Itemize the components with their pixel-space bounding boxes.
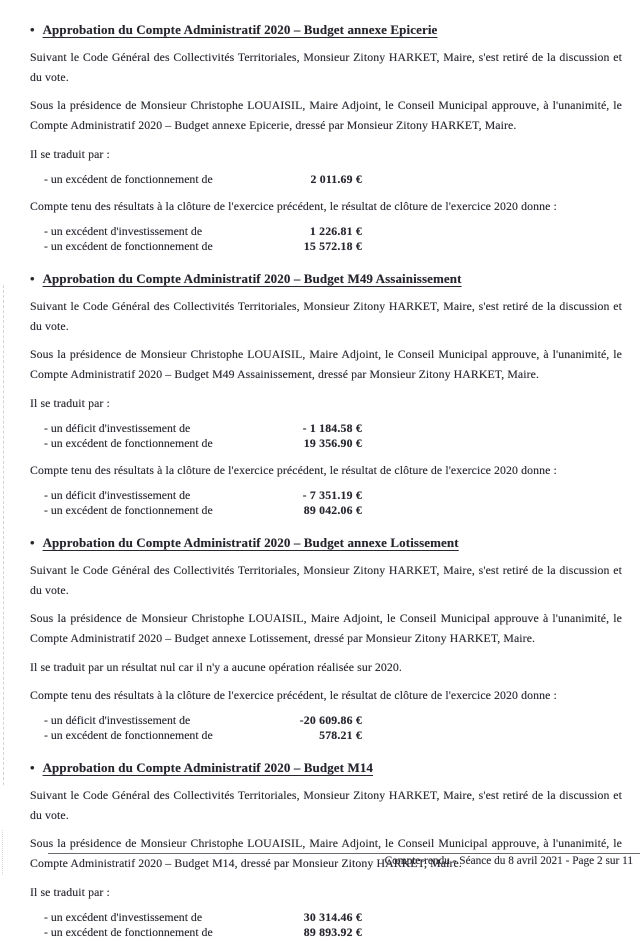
closure-list bbox=[44, 488, 622, 519]
page-footer bbox=[0, 853, 640, 870]
section-budget-m49 bbox=[30, 269, 622, 519]
bullet-icon: • bbox=[30, 22, 35, 37]
amount-label: - un excédent de fonctionnement de bbox=[44, 503, 213, 517]
amount-row bbox=[44, 910, 622, 926]
section-budget-epicerie bbox=[30, 20, 622, 255]
result-list bbox=[44, 421, 622, 452]
footer-text: Compte-rendu - Séance du 8 avril 2021 - Page 2 sur 11 bbox=[384, 855, 633, 867]
amount-row bbox=[44, 713, 622, 729]
amount-label: - un excédent de fonctionnement de bbox=[44, 925, 213, 939]
amount-value: -20 609.86 € bbox=[299, 712, 362, 727]
paragraph-presidence: Sous la présidence de Monsieur Christophe LOUAISIL, Maire Adjoint, le Conseil Municipal approuve à l'unanimité, le Compte Administratif 2020 – Budget annexe Lotissement, dressé par Monsieur Zitony HARKET, Maire. bbox=[30, 610, 622, 645]
closure-list bbox=[44, 224, 622, 255]
amount-label: - un déficit d'investissement de bbox=[44, 487, 191, 502]
amount-value: 30 314.46 € bbox=[303, 909, 362, 924]
amount-value: 2 011.69 € bbox=[310, 172, 362, 186]
amount-value: 89 893.92 € bbox=[303, 925, 362, 939]
paragraph-traduit: Il se traduit par : bbox=[30, 395, 110, 410]
paragraph-code-general: Suivant le Code Général des Collectivités Territoriales, Monsieur Zitony HARKET, Maire, s'est retiré de la discussion et du vote. bbox=[30, 562, 622, 597]
amount-value: 15 572.18 € bbox=[303, 239, 362, 253]
section-heading: Approbation du Compte Administratif 2020 – Budget M49 Assainissement bbox=[42, 270, 462, 286]
paragraph-presidence: Sous la présidence de Monsieur Christophe LOUAISIL, Maire Adjoint, le Conseil Municipal approuve, à l'unanimité, le Compte Administratif 2020 – Budget M49 Assainissement, dressé par Monsieur Zitony HARKET, Maire. bbox=[30, 346, 622, 381]
amount-row bbox=[44, 925, 622, 941]
amount-row bbox=[44, 421, 622, 437]
section-budget-m14 bbox=[30, 758, 622, 941]
bullet-icon: • bbox=[30, 270, 35, 286]
amount-label: - un excédent d'investissement de bbox=[44, 909, 203, 924]
amount-row bbox=[44, 172, 622, 188]
amount-label: - un excédent de fonctionnement de bbox=[44, 728, 213, 742]
amount-label: - un excédent de fonctionnement de bbox=[44, 436, 213, 450]
amount-row bbox=[44, 503, 622, 519]
section-heading: Approbation du Compte Administratif 2020 – Budget M14 bbox=[42, 759, 374, 775]
amount-row bbox=[44, 488, 622, 504]
amount-value: 1 226.81 € bbox=[309, 223, 362, 238]
amount-value: - 1 184.58 € bbox=[302, 420, 362, 435]
paragraph-closure: Compte tenu des résultats à la clôture de l'exercice précédent, le résultat de clôture de l'exercice 2020 donne : bbox=[30, 198, 557, 213]
paragraph-code-general: Suivant le Code Général des Collectivités Territoriales, Monsieur Zitony HARKET, Maire, s'est retiré de la discussion et du vote. bbox=[30, 787, 622, 822]
bullet-icon: • bbox=[30, 534, 35, 550]
amount-label: - un déficit d'investissement de bbox=[44, 420, 191, 435]
paragraph-closure: Compte tenu des résultats à la clôture de l'exercice précédent, le résultat de clôture de l'exercice 2020 donne : bbox=[30, 462, 557, 477]
amount-value: 578.21 € bbox=[319, 728, 362, 742]
closure-list bbox=[44, 713, 622, 744]
paragraph-traduit: Il se traduit par : bbox=[30, 884, 110, 899]
amount-label: - un excédent de fonctionnement de bbox=[44, 239, 213, 253]
section-heading-row bbox=[30, 20, 622, 39]
paragraph-closure: Compte tenu des résultats à la clôture de l'exercice précédent, le résultat de clôture de l'exercice 2020 donne : bbox=[30, 687, 557, 702]
bullet-icon: • bbox=[30, 759, 35, 775]
scan-artifact-line bbox=[3, 285, 4, 785]
section-heading-row bbox=[30, 269, 622, 288]
amount-value: 19 356.90 € bbox=[303, 436, 362, 450]
paragraph-traduit: Il se traduit par un résultat nul car il n'y a aucune opération réalisée sur 2020. bbox=[30, 659, 402, 674]
amount-value: - 7 351.19 € bbox=[302, 487, 362, 502]
amount-row bbox=[44, 224, 622, 240]
paragraph-presidence: Sous la présidence de Monsieur Christophe LOUAISIL, Maire Adjoint, le Conseil Municipal approuve, à l'unanimité, le Compte Administratif 2020 – Budget M14, dressé par Monsieur Zitony HARKET, Maire. bbox=[30, 835, 622, 870]
paragraph-presidence: Sous la présidence de Monsieur Christophe LOUAISIL, Maire Adjoint, le Conseil Municipal approuve, à l'unanimité, le Compte Administratif 2020 – Budget annexe Epicerie, dressé par Monsieur Zitony HARKET, Maire. bbox=[30, 98, 622, 132]
paragraph-traduit: Il se traduit par : bbox=[30, 147, 110, 161]
amount-row bbox=[44, 239, 622, 255]
section-budget-lotissement bbox=[30, 533, 622, 744]
section-heading: Approbation du Compte Administratif 2020 – Budget annexe Epicerie bbox=[42, 22, 438, 37]
amount-value: 89 042.06 € bbox=[303, 503, 362, 517]
result-list bbox=[44, 172, 622, 188]
section-heading: Approbation du Compte Administratif 2020 – Budget annexe Lotissement bbox=[42, 534, 459, 550]
amount-label: - un déficit d'investissement de bbox=[44, 712, 191, 727]
paragraph-code-general: Suivant le Code Général des Collectivités Territoriales, Monsieur Zitony HARKET, Maire, s'est retiré de la discussion et du vote. bbox=[30, 298, 622, 333]
result-list bbox=[44, 910, 622, 941]
amount-label: - un excédent d'investissement de bbox=[44, 223, 203, 238]
paragraph-code-general: Suivant le Code Général des Collectivités Territoriales, Monsieur Zitony HARKET, Maire, s'est retiré de la discussion et du vote. bbox=[30, 50, 622, 84]
amount-row bbox=[44, 728, 622, 744]
section-heading-row bbox=[30, 758, 622, 777]
section-heading-row bbox=[30, 533, 622, 552]
amount-label: - un excédent de fonctionnement de bbox=[44, 172, 213, 186]
amount-row bbox=[44, 436, 622, 452]
